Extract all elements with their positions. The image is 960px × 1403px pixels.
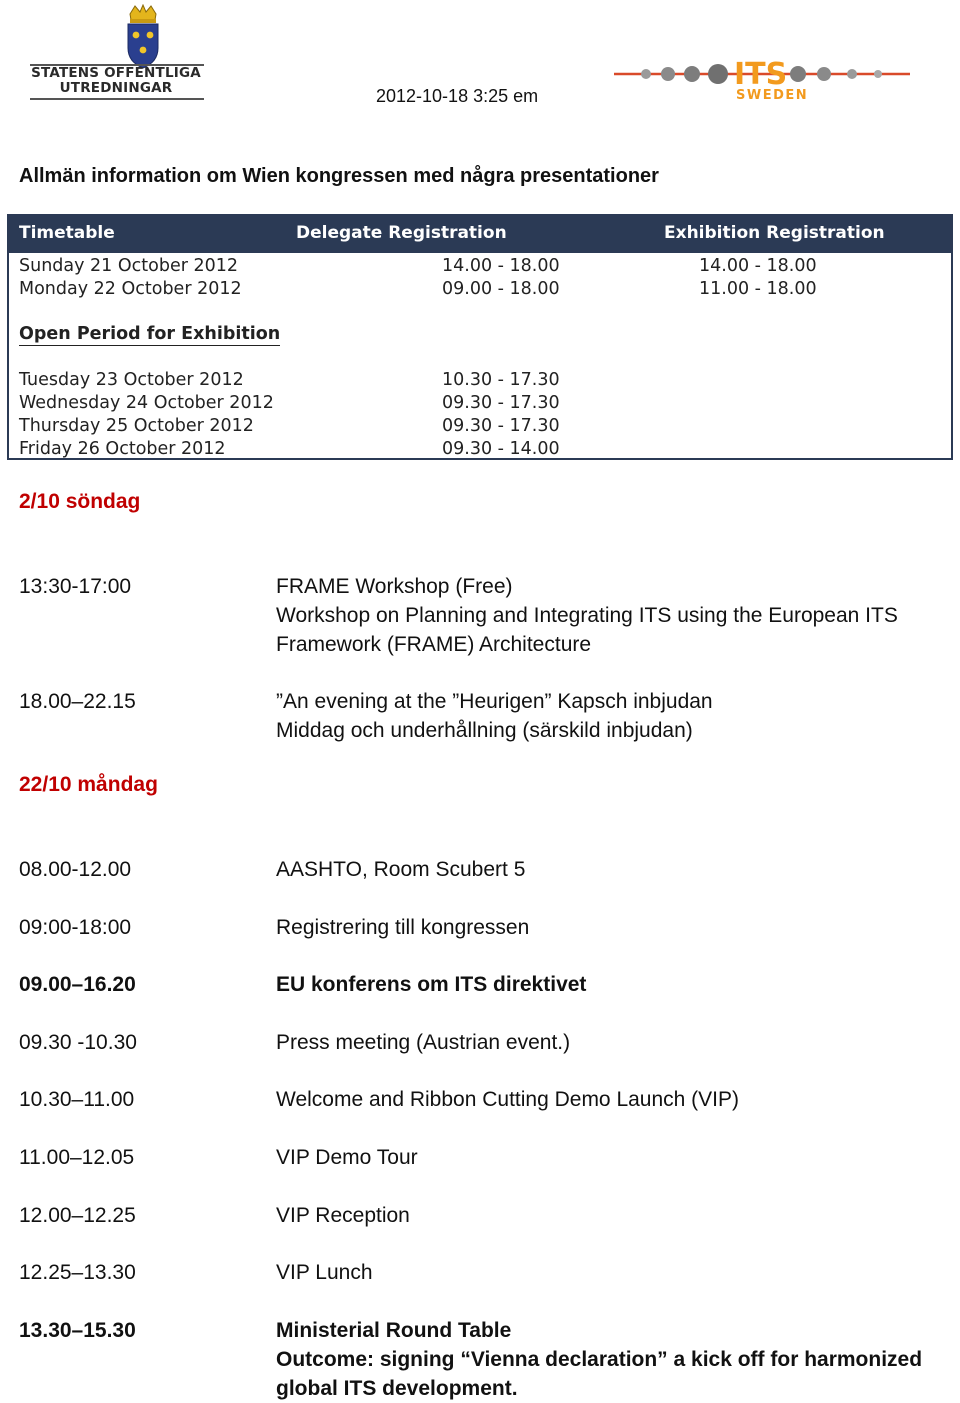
header-exhibition-registration: Exhibition Registration: [664, 223, 885, 243]
event-time: 09.00–16.20: [19, 973, 136, 996]
event-description: VIP Lunch: [276, 1261, 373, 1284]
open-period-row: [9, 439, 951, 462]
event-time: 09.30 -10.30: [19, 1031, 137, 1054]
timetable-header: [9, 216, 951, 253]
event-time: 08.00-12.00: [19, 858, 132, 881]
open-period-row: [9, 370, 951, 393]
day-heading: 22/10 måndag: [19, 773, 158, 796]
event-time: 11.00–12.05: [19, 1146, 135, 1169]
row-delegate-time: 14.00 - 18.00: [442, 256, 560, 276]
event-description: VIP Reception: [276, 1204, 410, 1227]
its-logo-text: ITS: [734, 57, 788, 92]
event-description: Press meeting (Austrian event.): [276, 1031, 571, 1054]
timetable-box: [7, 214, 953, 460]
row-day: Friday 26 October 2012: [19, 439, 226, 459]
event-description: Registrering till kongressen: [276, 916, 530, 939]
sou-logo-line-2: UTREDNINGAR: [59, 80, 173, 96]
event-time: 09:00-18:00: [19, 916, 132, 939]
event-description: Welcome and Ribbon Cutting Demo Launch (VIP): [276, 1088, 740, 1111]
row-day: Sunday 21 October 2012: [19, 256, 239, 276]
header-delegate-registration: Delegate Registration: [296, 223, 507, 243]
event-description: VIP Demo Tour: [276, 1146, 418, 1169]
event-line: ”An evening at the ”Heurigen” Kapsch inbjudan: [276, 690, 713, 713]
event-time: 12.25–13.30: [19, 1261, 136, 1284]
event-time: 13:30-17:00: [19, 575, 132, 598]
header-timetable: Timetable: [19, 223, 115, 243]
event-description: EU konferens om ITS direktivet: [276, 973, 587, 996]
row-exhibition-time: 14.00 - 18.00: [699, 256, 817, 276]
date-stamp: 2012-10-18 3:25 em: [376, 86, 539, 106]
day-heading: 2/10 söndag: [19, 490, 141, 513]
sou-logo-text: [26, 66, 206, 96]
event-line: global ITS development.: [276, 1377, 518, 1400]
row-day: Thursday 25 October 2012: [19, 416, 254, 436]
registration-row: [9, 279, 951, 302]
event-line: Workshop on Planning and Integrating ITS using the European ITS: [276, 604, 898, 627]
event-description: [276, 687, 936, 745]
logo-rule-bottom: [30, 98, 204, 100]
document-title: Allmän information om Wien kongressen med några presentationer: [19, 165, 659, 187]
event-time: 10.30–11.00: [19, 1088, 135, 1111]
event-time: 12.00–12.25: [19, 1204, 136, 1227]
row-delegate-time: 09.00 - 18.00: [442, 279, 560, 299]
row-exhibition-time: 11.00 - 18.00: [699, 279, 817, 299]
sou-logo-line-1: STATENS OFFENTLIGA: [31, 65, 201, 81]
row-day: Tuesday 23 October 2012: [19, 370, 244, 390]
row-time: 09.30 - 17.30: [442, 393, 560, 413]
sou-logo: [26, 4, 206, 102]
event-line: FRAME Workshop (Free): [276, 575, 513, 598]
event-time: 13.30–15.30: [19, 1319, 136, 1342]
open-period-label: Open Period for Exhibition: [19, 324, 281, 344]
registration-row: [9, 256, 951, 279]
event-line: Middag och underhållning (särskild inbjudan): [276, 719, 693, 742]
crown-shield-icon: [122, 4, 164, 70]
event-time: 18.00–22.15: [19, 690, 136, 713]
row-time: 09.30 - 17.30: [442, 416, 560, 436]
row-day: Wednesday 24 October 2012: [19, 393, 274, 413]
row-time: 10.30 - 17.30: [442, 370, 560, 390]
event-line: Outcome: signing “Vienna declaration” a kick off for harmonized: [276, 1348, 923, 1371]
event-line: Ministerial Round Table: [276, 1319, 512, 1342]
row-day: Monday 22 October 2012: [19, 279, 242, 299]
row-time: 09.30 - 14.00: [442, 439, 560, 459]
its-logo-subtext: SWEDEN: [736, 88, 809, 103]
its-sweden-logo: [612, 56, 912, 108]
event-description: [276, 572, 936, 659]
event-description: [276, 1316, 936, 1403]
event-description: AASHTO, Room Scubert 5: [276, 858, 526, 881]
open-period-row: [9, 393, 951, 416]
open-period-row: [9, 416, 951, 439]
event-line: Framework (FRAME) Architecture: [276, 633, 592, 656]
